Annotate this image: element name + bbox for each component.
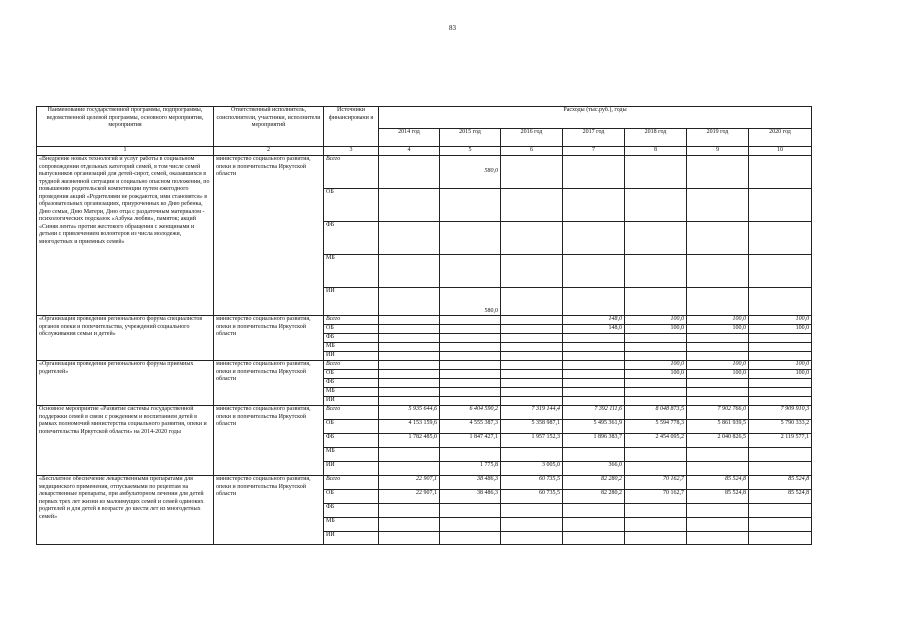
expense-value <box>379 288 440 316</box>
expense-value <box>440 379 501 388</box>
column-number: 8 <box>625 147 687 156</box>
expense-value <box>379 379 440 388</box>
expense-value <box>749 532 812 545</box>
expense-value <box>625 532 687 545</box>
expense-value <box>625 189 687 222</box>
expense-value: 1 775,8 <box>440 462 501 476</box>
expense-value: 4 555 387,3 <box>440 420 501 434</box>
expense-value <box>687 379 749 388</box>
expense-value <box>749 288 812 316</box>
expense-value <box>563 343 625 352</box>
funding-source: ФБ <box>324 379 379 388</box>
responsible-executor: министерство социального развития, опеки и попечительства Иркутской области <box>214 156 324 316</box>
expense-value <box>440 518 501 532</box>
funding-source: МБ <box>324 518 379 532</box>
funding-source: Всего <box>324 476 379 490</box>
expense-value: 85 524,8 <box>749 490 812 504</box>
expense-value <box>440 397 501 406</box>
expense-value <box>440 343 501 352</box>
expense-value: 6 404 590,2 <box>440 406 501 420</box>
expense-value <box>379 189 440 222</box>
table-row <box>37 316 812 325</box>
expense-value <box>625 518 687 532</box>
expense-value: 148,0 <box>563 325 625 334</box>
expense-value <box>501 532 563 545</box>
expense-value <box>625 504 687 518</box>
expense-value <box>501 343 563 352</box>
expense-value: 5 495 361,9 <box>563 420 625 434</box>
expense-value <box>625 462 687 476</box>
column-number: 1 <box>37 147 214 156</box>
expense-value <box>749 397 812 406</box>
expense-value <box>749 379 812 388</box>
funding-source: ИИ <box>324 532 379 545</box>
expense-value <box>379 222 440 255</box>
expense-value <box>563 334 625 343</box>
expense-value <box>563 532 625 545</box>
activity-name: Основное мероприятие «Развитие системы государственной поддержки семей в связи с рождением и воспитанием детей в рамках полномочий министерства социального развития, опеки и попечительства Иркутской области» на 2014-2020 годы <box>37 406 214 476</box>
table-row <box>37 156 812 189</box>
expense-value <box>440 222 501 255</box>
expense-value: 1 896 383,7 <box>563 434 625 448</box>
expense-value <box>687 532 749 545</box>
expense-value <box>379 504 440 518</box>
expense-value: 60 735,5 <box>501 490 563 504</box>
expense-value: 100,0 <box>687 325 749 334</box>
expense-value <box>379 361 440 370</box>
expense-value <box>379 255 440 288</box>
expense-value <box>379 462 440 476</box>
expense-value <box>687 343 749 352</box>
column-number: 9 <box>687 147 749 156</box>
responsible-executor: министерство социального развития, опеки и попечительства Иркутской области <box>214 476 324 545</box>
activity-name: «Внедрение новых технологий и услуг работы в социальном сопровождении отдельных категорий семей, в том числе семей выпускников организаций для детей-сирот, семей, оказавшихся в трудной жизненной ситуации и социально опасном положении, по повышению родительской компетенции путем ежегодного проведения акций «Родителями не рождаются, ими становятся» в образовательных организациях, приуроченных ко Дню ребенка, Дню семьи, Дню Матери, Дню отца с раздаточным материалом - психологических подсказок «Азбука любви», памяток; акций «Синяя лента» против жестокого обращения с женщинами и детьми с привлечением волонтеров из числа молодежи, многодетных и приемных семей» <box>37 156 214 316</box>
year-header: 2015 год <box>440 129 501 147</box>
year-header: 2016 год <box>501 129 563 147</box>
activity-name: «Организация проведения регионального форума специалистов органов опеки и попечительства, учреждений социального обслуживания семьи и детей» <box>37 316 214 361</box>
expense-value: 7 909 910,3 <box>749 406 812 420</box>
expense-value <box>501 316 563 325</box>
expense-value <box>749 222 812 255</box>
table-row <box>37 361 812 370</box>
expense-value <box>687 334 749 343</box>
expense-value <box>501 189 563 222</box>
expense-value: 5 861 939,5 <box>687 420 749 434</box>
expense-value <box>440 504 501 518</box>
expense-value <box>687 352 749 361</box>
funding-source: ФБ <box>324 222 379 255</box>
column-number: 2 <box>214 147 324 156</box>
activity-name: «Бесплатное обеспечение лекарственными препаратами для медицинского применения, отпускаемыми по рецептам на лекарственные препараты, при амбулаторном лечении для детей первых трех лет жизни из малоимущих семей и семей одиноких родителей и для детей в возрасте до шести лет из многодетных семей» <box>37 476 214 545</box>
funding-source: Всего <box>324 361 379 370</box>
expense-value <box>379 156 440 189</box>
expense-value <box>687 462 749 476</box>
expense-value <box>501 334 563 343</box>
expense-value <box>563 288 625 316</box>
expense-value: 85 524,8 <box>749 476 812 490</box>
expense-value <box>687 156 749 189</box>
expense-value: 100,0 <box>749 361 812 370</box>
expense-value <box>625 334 687 343</box>
expense-value: 5 790 333,2 <box>749 420 812 434</box>
expense-value <box>379 518 440 532</box>
header-expenses: Расходы (тыс.руб.), годы <box>379 107 812 129</box>
expense-value: 2 454 095,2 <box>625 434 687 448</box>
expense-value: 70 162,7 <box>625 490 687 504</box>
expense-value: 7 319 144,4 <box>501 406 563 420</box>
expense-value <box>625 397 687 406</box>
expense-value <box>625 222 687 255</box>
funding-source: ОБ <box>324 189 379 222</box>
expense-value <box>687 189 749 222</box>
expense-value: 60 735,5 <box>501 476 563 490</box>
expense-value <box>501 379 563 388</box>
expense-value: 5 358 987,1 <box>501 420 563 434</box>
expense-value: 100,0 <box>625 361 687 370</box>
table-row <box>37 476 812 490</box>
page-number: 83 <box>449 24 456 32</box>
expense-value <box>687 388 749 397</box>
expense-value: 85 524,8 <box>687 476 749 490</box>
expense-value: 580,0 <box>440 156 501 189</box>
expense-value <box>501 388 563 397</box>
expense-value: 100,0 <box>625 325 687 334</box>
header-program-name: Наименование государственной программы, подпрограммы, ведомственной целевой программы, основного мероприятия, мероприятия <box>37 107 214 147</box>
expense-value <box>501 504 563 518</box>
expense-value <box>687 255 749 288</box>
column-number: 7 <box>563 147 625 156</box>
funding-source: МБ <box>324 388 379 397</box>
expense-value <box>440 361 501 370</box>
funding-source: ОБ <box>324 325 379 334</box>
expense-value: 70 162,7 <box>625 476 687 490</box>
funding-source: ОБ <box>324 490 379 504</box>
expense-value <box>501 352 563 361</box>
expense-value <box>563 352 625 361</box>
expense-value <box>379 352 440 361</box>
expense-value <box>563 255 625 288</box>
expense-value <box>563 370 625 379</box>
expense-value <box>440 448 501 462</box>
expense-value: 7 902 766,0 <box>687 406 749 420</box>
expense-value <box>440 325 501 334</box>
expense-value <box>440 370 501 379</box>
expense-value <box>440 388 501 397</box>
expense-value <box>749 448 812 462</box>
expense-value: 100,0 <box>749 325 812 334</box>
expense-value <box>379 397 440 406</box>
budget-table <box>36 106 812 545</box>
column-number: 5 <box>440 147 501 156</box>
expense-value <box>440 352 501 361</box>
expense-value <box>379 370 440 379</box>
expense-value <box>687 222 749 255</box>
expense-value <box>501 370 563 379</box>
table-row <box>37 406 812 420</box>
expense-value: 2 119 577,1 <box>749 434 812 448</box>
expense-value: 38 486,3 <box>440 490 501 504</box>
funding-source: ОБ <box>324 420 379 434</box>
expense-value: 100,0 <box>687 316 749 325</box>
expense-value <box>563 156 625 189</box>
expense-value: 100,0 <box>687 361 749 370</box>
expense-value <box>749 156 812 189</box>
expense-value <box>687 518 749 532</box>
year-header: 2018 год <box>625 129 687 147</box>
year-header: 2017 год <box>563 129 625 147</box>
expense-value <box>501 361 563 370</box>
expense-value <box>501 222 563 255</box>
expense-value <box>379 325 440 334</box>
expense-value: 2 040 826,5 <box>687 434 749 448</box>
funding-source: ФБ <box>324 334 379 343</box>
expense-value: 100,0 <box>749 370 812 379</box>
expense-value: 1 847 427,1 <box>440 434 501 448</box>
expense-value <box>563 518 625 532</box>
expense-value: 22 907,1 <box>379 476 440 490</box>
expense-value <box>687 504 749 518</box>
expense-value <box>379 343 440 352</box>
expense-value <box>625 448 687 462</box>
funding-source: ИИ <box>324 352 379 361</box>
responsible-executor: министерство социального развития, опеки и попечительства Иркутской области <box>214 406 324 476</box>
expense-value <box>625 255 687 288</box>
funding-source: Всего <box>324 406 379 420</box>
activity-name: «Организация проведения регионального форума приемных родителей» <box>37 361 214 406</box>
funding-source: Всего <box>324 156 379 189</box>
expense-value <box>749 388 812 397</box>
column-number: 4 <box>379 147 440 156</box>
expense-value: 1 957 152,3 <box>501 434 563 448</box>
expense-value <box>625 388 687 397</box>
expense-value: 1 782 485,0 <box>379 434 440 448</box>
expense-value <box>563 397 625 406</box>
expense-value <box>749 334 812 343</box>
expense-value: 100,0 <box>687 370 749 379</box>
responsible-executor: министерство социального развития, опеки и попечительства Иркутской области <box>214 316 324 361</box>
expense-value: 38 486,3 <box>440 476 501 490</box>
expense-value <box>440 189 501 222</box>
expense-value <box>379 334 440 343</box>
column-number: 10 <box>749 147 812 156</box>
expense-value <box>563 379 625 388</box>
expense-value: 580,0 <box>440 288 501 316</box>
funding-source: МБ <box>324 255 379 288</box>
year-header: 2020 год <box>749 129 812 147</box>
expense-value <box>749 343 812 352</box>
expense-value: 82 280,2 <box>563 476 625 490</box>
expense-value <box>440 532 501 545</box>
funding-source: ИИ <box>324 462 379 476</box>
expense-value: 7 392 111,6 <box>563 406 625 420</box>
expense-value: 366,0 <box>563 462 625 476</box>
funding-source: МБ <box>324 448 379 462</box>
funding-source: МБ <box>324 343 379 352</box>
expense-value: 5 935 644,6 <box>379 406 440 420</box>
expense-value: 100,0 <box>625 370 687 379</box>
funding-source: ИИ <box>324 397 379 406</box>
expense-value <box>440 334 501 343</box>
expense-value <box>563 448 625 462</box>
expense-value <box>749 518 812 532</box>
expense-value <box>440 255 501 288</box>
expense-value: 85 524,8 <box>687 490 749 504</box>
expense-value <box>501 255 563 288</box>
expense-value <box>563 504 625 518</box>
expense-value <box>749 462 812 476</box>
year-header: 2019 год <box>687 129 749 147</box>
expense-value <box>501 518 563 532</box>
funding-source: ОБ <box>324 370 379 379</box>
expense-value <box>563 361 625 370</box>
expense-value <box>749 189 812 222</box>
column-number: 6 <box>501 147 563 156</box>
year-header: 2014 год <box>379 129 440 147</box>
expense-value <box>563 388 625 397</box>
expense-value: 82 280,2 <box>563 490 625 504</box>
expense-value <box>501 448 563 462</box>
expense-value <box>687 397 749 406</box>
expense-value: 22 907,1 <box>379 490 440 504</box>
expense-value <box>501 288 563 316</box>
expense-value <box>501 325 563 334</box>
expense-value <box>625 343 687 352</box>
header-responsible: Ответственный исполнитель, соисполнители, участники, исполнители мероприятий <box>214 107 324 147</box>
expense-value <box>749 504 812 518</box>
expense-value <box>563 189 625 222</box>
expense-value: 3 005,0 <box>501 462 563 476</box>
expense-value <box>625 352 687 361</box>
expense-value <box>687 288 749 316</box>
expense-value <box>687 448 749 462</box>
expense-value: 5 594 778,3 <box>625 420 687 434</box>
funding-source: ФБ <box>324 434 379 448</box>
expense-value <box>440 316 501 325</box>
responsible-executor: министерство социального развития, опеки и попечительства Иркутской области <box>214 361 324 406</box>
expense-value <box>625 288 687 316</box>
funding-source: Всего <box>324 316 379 325</box>
expense-value <box>379 448 440 462</box>
expense-value <box>625 156 687 189</box>
expense-value <box>379 388 440 397</box>
expense-value: 100,0 <box>625 316 687 325</box>
expense-value <box>749 255 812 288</box>
column-number: 3 <box>324 147 379 156</box>
funding-source: ИИ <box>324 288 379 316</box>
expense-value <box>379 532 440 545</box>
expense-value: 8 048 873,5 <box>625 406 687 420</box>
expense-value <box>501 156 563 189</box>
expense-value <box>501 397 563 406</box>
funding-source: ФБ <box>324 504 379 518</box>
expense-value <box>749 352 812 361</box>
header-funding-source: Источники финансировани я <box>324 107 379 147</box>
expense-value <box>563 222 625 255</box>
expense-value: 100,0 <box>749 316 812 325</box>
expense-value <box>625 379 687 388</box>
expense-value: 148,0 <box>563 316 625 325</box>
expense-value <box>379 316 440 325</box>
expense-value: 4 153 159,6 <box>379 420 440 434</box>
